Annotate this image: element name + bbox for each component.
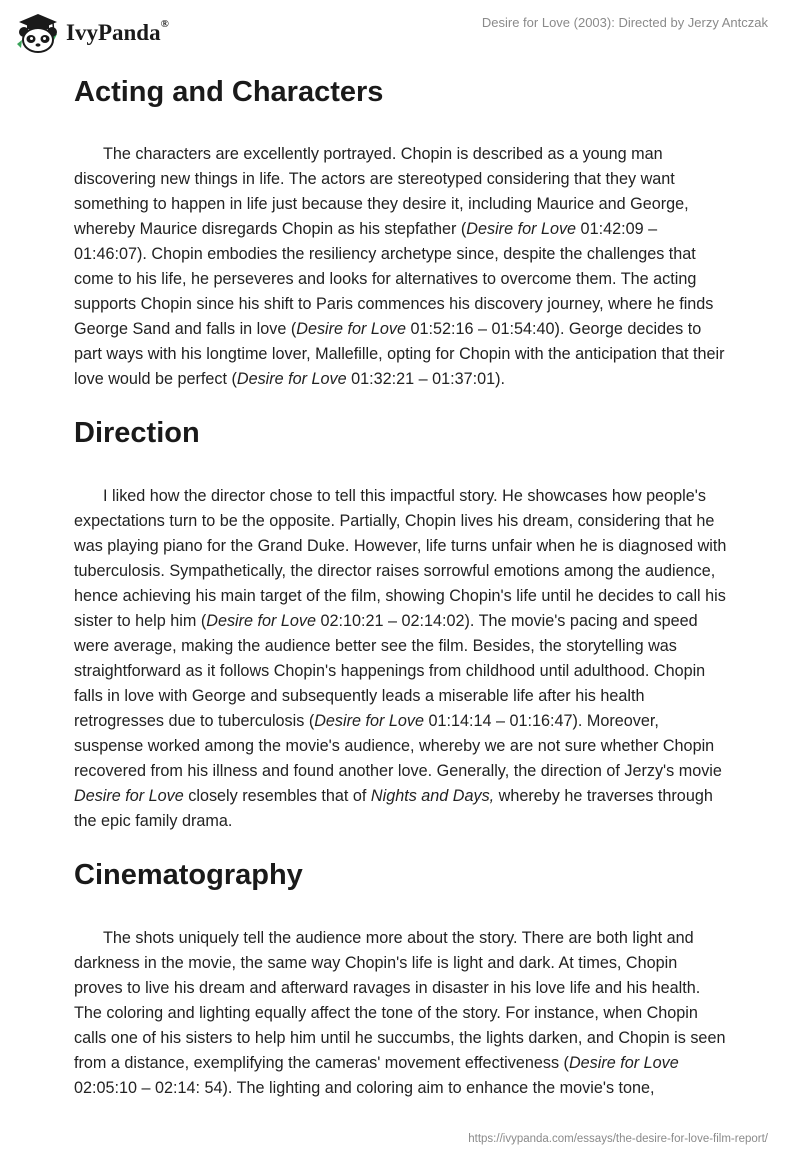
section-heading-cinematography: Cinematography [74,859,303,891]
text-run: 02:10:21 – 02:14:02). The movie's pacing and speed were average, making the audience better see the film. Besides, the storytelling was straightforward as it follows Chopin's happenings from childhood until adulthood. Chopin falls in love with George and subsequently leads a miserable life after his health retrogresses due to tuberculosis ( [74,612,706,730]
italic-title-run: Nights and Days, [370,787,495,805]
section-heading-acting: Acting and Characters [74,76,384,108]
italic-title-run: Desire for Love [74,787,184,805]
section-paragraph-acting [74,142,729,392]
italic-title-run: Desire for Love [314,712,424,730]
section-heading-direction: Direction [74,417,200,449]
text-run: The characters are excellently portrayed. Chopin is described as a young man discovering new things in life. The actors are stereotyped considering that they want something to happen in life just because they desire it, including Maurice and George, whereby Maurice disregards Chopin as his stepfather ( [74,145,689,238]
brand-name: IvyPanda® [66,18,169,45]
text-run: 01:32:21 – 01:37:01). [346,370,506,388]
panda-graduate-icon [13,10,63,54]
text-run: closely resembles that of [183,787,371,805]
italic-title-run: Desire for Love [568,1054,679,1072]
text-run: 01:42:09 – 01:46:07). Chopin embodies the resiliency archetype since, despite the challenges that come to his life, he perseveres and looks for alternatives to overcome them. The acting supports Chopin since his shift to Paris commences his discovery journey, where he finds George Sand and falls in love ( [74,220,714,338]
italic-title-run: Desire for Love [236,370,347,388]
text-run: 01:14:14 – 01:16:47). Moreover, suspense worked among the movie's audience, whereby we are not sure whether Chopin recovered from his illness and found another love. Generally, the direction of Jerzy's movie [74,712,722,780]
text-run: The shots uniquely tell the audience more about the story. There are both light and darkness in the movie, the same way Chopin's life is light and dark. At times, Chopin proves to live his dream and afterward ravages in disaster in his love life and his health. The coloring and lighting equally affect the tone of the story. For instance, when Chopin calls one of his sisters to help him until he succumbs, the lights darken, and Chopin is seen from a distance, exemplifying the cameras' movement effectiveness ( [74,929,726,1072]
section-paragraph-direction [74,484,729,834]
italic-title-run: Desire for Love [206,612,317,630]
text-run: whereby he traverses through the epic family drama. [74,787,713,830]
italic-title-run: Desire for Love [296,320,407,338]
article-body [74,72,729,1101]
text-run: I liked how the director chose to tell this impactful story. He showcases how people's expectations turn to be the opposite. Partially, Chopin lives his dream, considering that he was playing piano for the Grand Duke. However, life turns unfair when he is diagnosed with tuberculosis. Sympathetically, the director raises sorrowful emotions among the audience, hence achieving his main target of the film, showing Chopin's life until he decides to call his sister to help him ( [74,487,727,630]
text-run: 02:05:10 – 02:14: 54). The lighting and coloring aim to enhance the movie's tone, [74,1079,655,1097]
source-url[interactable]: https://ivypanda.com/essays/the-desire-for-love-film-report/ [468,1133,768,1145]
italic-title-run: Desire for Love [466,220,577,238]
text-run: 01:52:16 – 01:54:40). George decides to part ways with his longtime lover, Mallefille, opting for Chopin with the anticipation that their love would be perfect ( [74,320,725,388]
document-title: Desire for Love (2003): Directed by Jerzy Antczak [481,15,768,30]
section-paragraph-cinematography [74,926,729,1101]
brand-logo[interactable] [13,10,169,54]
